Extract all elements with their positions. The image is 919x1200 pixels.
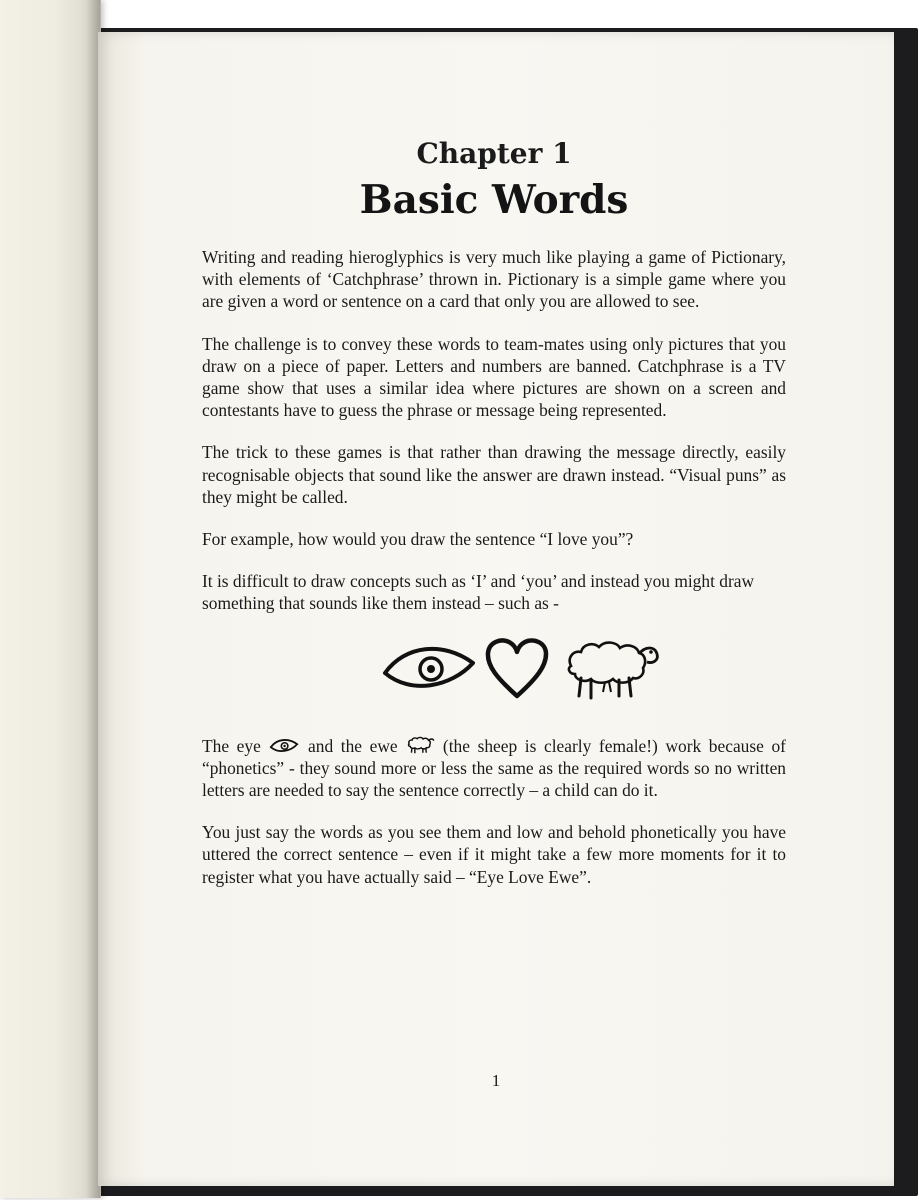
sheep-icon [405, 735, 435, 755]
chapter-title: Basic Words [359, 177, 629, 223]
paragraph-trick: The trick to these games is that rather than drawing the message directly, easily recognisable objects that sound like the answer are drawn instead. “Visual puns” as they might be called. [202, 442, 786, 507]
chapter-number: Chapter 1 [416, 137, 572, 170]
pictogram-row [256, 629, 786, 709]
paragraph-concepts: It is difficult to draw concepts such as ‘I’ and ‘you’ and instead you might draw something that sounds like them instead – such as - [202, 571, 755, 614]
paragraph-challenge: The challenge is to convey these words to team-mates using only pictures that you draw on a piece of paper. Letters and numbers are banned. Catchphrase is a TV game show that uses a similar idea where pictures are shown on a screen and contestants have to guess the phrase or message being represented. [202, 333, 786, 421]
heart-icon [483, 636, 551, 702]
phonetics-text-after-ewe: (the sheep is clearly female!) work because of “phonetics” - they sound more or less the same as the required words so no written letters are needed to say the sentence correctly – a child can do it. [202, 735, 786, 801]
eye-icon [268, 737, 300, 755]
page-number: 1 [491, 1071, 501, 1090]
sheep-icon [557, 634, 661, 704]
eye-icon [381, 639, 477, 699]
page-content [202, 136, 786, 908]
phonetics-text-between: and the ewe [308, 735, 398, 756]
paragraph-phonetics [202, 735, 786, 802]
left-page-edge [0, 0, 101, 1198]
book-page [98, 32, 894, 1186]
paragraph-intro: Writing and reading hieroglyphics is very much like playing a game of Pictionary, with elements of ‘Catchphrase’ thrown in. Pictionary is a simple game where you are given a word or sentence on a card that only you are allowed to see. [202, 247, 786, 312]
phonetics-text-before-eye: The eye [202, 735, 261, 756]
paragraph-closing: You just say the words as you see them and low and behold phonetically you have uttered the correct sentence – even if it might take a few more moments for it to register what you have actually said – “Eye Love Ewe”. [202, 822, 786, 887]
paragraph-example: For example, how would you draw the sentence “I love you”? [202, 529, 634, 550]
